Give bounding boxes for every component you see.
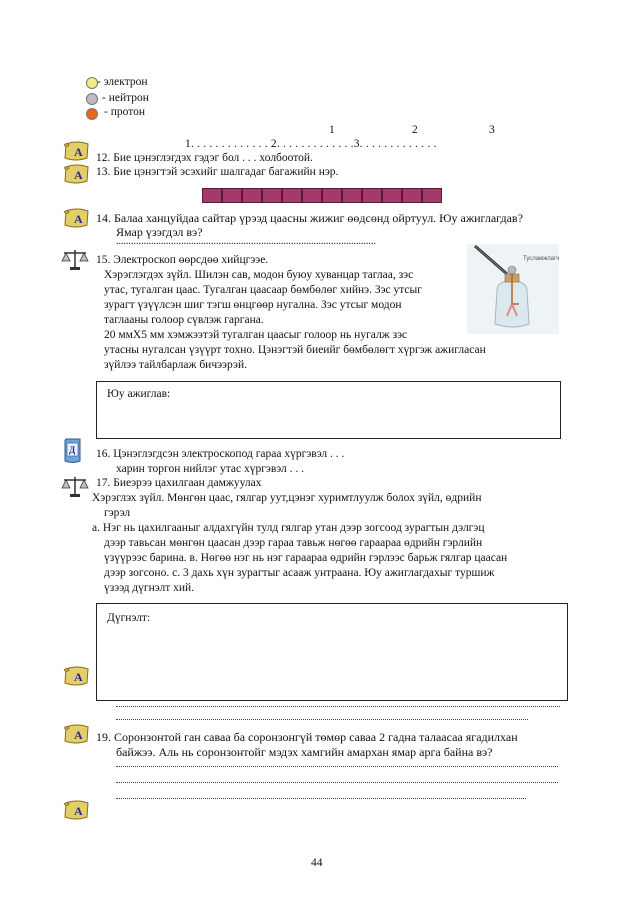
- balance-scale-icon: [60, 247, 90, 271]
- question-13: 13. Бие цэнэгтэй эсэхийг шалгадаг багажийн нэр.: [96, 166, 339, 178]
- answer-cell[interactable]: [342, 188, 362, 203]
- answer-line[interactable]: [116, 766, 558, 768]
- scroll-icon: [62, 139, 92, 163]
- answer-cell[interactable]: [382, 188, 402, 203]
- answer-blanks-row: 1. . . . . . . . . . . . . 2. . . . . . . . . . . . .3. . . . . . . . . . . . .: [185, 138, 437, 150]
- answer-cell[interactable]: [202, 188, 222, 203]
- question-15-title: 15. Электроскоп өөрсдөө хийцгээе.: [96, 254, 269, 266]
- number-2: 2: [412, 124, 418, 136]
- answer-cell[interactable]: [282, 188, 302, 203]
- svg-text:A: A: [74, 145, 83, 159]
- answer-line[interactable]: [116, 782, 558, 784]
- question-15-line: Хэрэглэгдэх зүйл. Шилэн сав, модон буюу хуванцар таглаа, зэс: [104, 269, 414, 281]
- proton-legend-dot: [86, 108, 98, 120]
- neutron-legend-label: - нейтрон: [102, 92, 149, 104]
- electron-legend-label: - электрон: [97, 76, 148, 88]
- answer-line[interactable]: [116, 719, 528, 721]
- question-15-line: зурагт үзүүлсэн шиг тэгш өнцгөөр нугална. Зэс утсыг модон: [104, 299, 402, 311]
- question-15-line: 20 ммX5 мм хэмжээтэй тугалган цаасыг голоор нь нугалж зэс: [104, 329, 408, 341]
- scroll-icon: [62, 798, 92, 822]
- question-12: 12. Бие цэнэглэгдэх гэдэг бол . . . холбоотой.: [96, 152, 313, 164]
- number-3: 3: [489, 124, 495, 136]
- svg-text:A: A: [74, 168, 83, 182]
- question-19-line2: байжээ. Аль нь соронзонтойг мэдэх хамгийн амархан ямар арга байна вэ?: [116, 745, 493, 759]
- scroll-icon: [62, 206, 92, 230]
- question-17-line: Хэрэглэх зүйл. Мөнгөн цаас, гялгар уут,цэнэг хуримтлуулж болох зүйл, өдрийн: [92, 492, 482, 504]
- question-17-step: a. Нэг нь цахилгааныг алдахгүйн тулд гялгар утан дээр зогсоод зурагтын дэлгэц: [92, 522, 485, 534]
- number-1: 1: [329, 124, 335, 136]
- question-14-line2: Ямар үзэгдэл вэ?: [116, 225, 203, 239]
- proton-legend-label: - протон: [104, 106, 145, 118]
- answer-line[interactable]: [116, 798, 526, 800]
- answer-cell[interactable]: [222, 188, 242, 203]
- question-16-line2: харин торгон нийлэг утас хүргэвэл . . .: [116, 463, 304, 475]
- question-16-line1: 16. Цэнэглэгдсэн электроскопод гараа хүргэвэл . . .: [96, 448, 345, 460]
- scroll-icon: [62, 162, 92, 186]
- question-17-step: үзээд дүгнэлт хий.: [104, 582, 195, 594]
- question-15-line: зүйлээ тайлбарлаж бичээрэй.: [104, 359, 247, 371]
- scroll-icon: [62, 722, 92, 746]
- observation-box-label: Юу ажиглав:: [107, 388, 171, 400]
- answer-cell[interactable]: [262, 188, 282, 203]
- conclusion-answer-box[interactable]: [96, 603, 568, 701]
- electroscope-caption: Тусламжлагч: [523, 256, 559, 262]
- question-17-step: дээр зогсоно. с. 3 дахь хүн зурагтыг асааж унтраана. Юу ажиглагдахыг туршиж: [104, 567, 495, 579]
- answer-cell[interactable]: [362, 188, 382, 203]
- neutron-legend-dot: [86, 93, 98, 105]
- page-number: 44: [311, 857, 323, 869]
- question-15-line: утас, тугалган цаас. Тугалган цаасаар бөмбөлөг хийнэ. Зэс утсыг: [104, 284, 422, 296]
- electroscope-image: [467, 244, 559, 334]
- question-17-title: 17. Биеэрээ цахилгаан дамжуулах: [96, 477, 262, 489]
- svg-text:A: A: [74, 728, 83, 742]
- svg-text:A: A: [74, 212, 83, 226]
- observation-answer-box[interactable]: [96, 381, 561, 439]
- document-icon: [63, 438, 83, 464]
- question-14-line1: 14. Балаа ханцуйдаа сайтар үрээд цаасны жижиг өөдсөнд ойртуул. Юу ажиглагдав?: [96, 211, 523, 225]
- svg-text:Д: Д: [69, 445, 76, 455]
- question-17-step: дээр тавьсан мөнгөн цаасан дээр гараа тавьж нөгөө гараараа өдрийн гэрлийн: [104, 537, 483, 549]
- svg-text:A: A: [74, 670, 83, 684]
- answer-cell[interactable]: [402, 188, 422, 203]
- scroll-icon: [62, 664, 92, 688]
- balance-scale-icon: [60, 474, 90, 498]
- question-15-line: утасны нугалсан үзүүрт тохно. Цэнэгтэй биеийг бөмбөлөгт хүргэж ажигласан: [104, 344, 486, 356]
- question-19-line1: 19. Соронзонтой ган саваа ба соронзонгүй төмөр саваа 2 гадна талаасаа ягадилхан: [96, 730, 518, 744]
- answer-line[interactable]: [116, 706, 560, 708]
- answer-cell[interactable]: [422, 188, 442, 203]
- question-14-answer-line[interactable]: ........................................................................................................: [116, 236, 376, 247]
- question-17-line: гэрэл: [104, 507, 131, 519]
- answer-cell[interactable]: [302, 188, 322, 203]
- svg-text:A: A: [74, 804, 83, 818]
- question-15-line: таглааны голоор сүвлэж гаргана.: [104, 314, 264, 326]
- answer-cell[interactable]: [322, 188, 342, 203]
- conclusion-box-label: Дүгнэлт:: [107, 612, 151, 624]
- answer-cell[interactable]: [242, 188, 262, 203]
- question-17-step: үзүүрээс барина. в. Нөгөө нэг нь нэг гараараа өдрийн гэрлээс барьж гялгар цаасан: [104, 552, 508, 564]
